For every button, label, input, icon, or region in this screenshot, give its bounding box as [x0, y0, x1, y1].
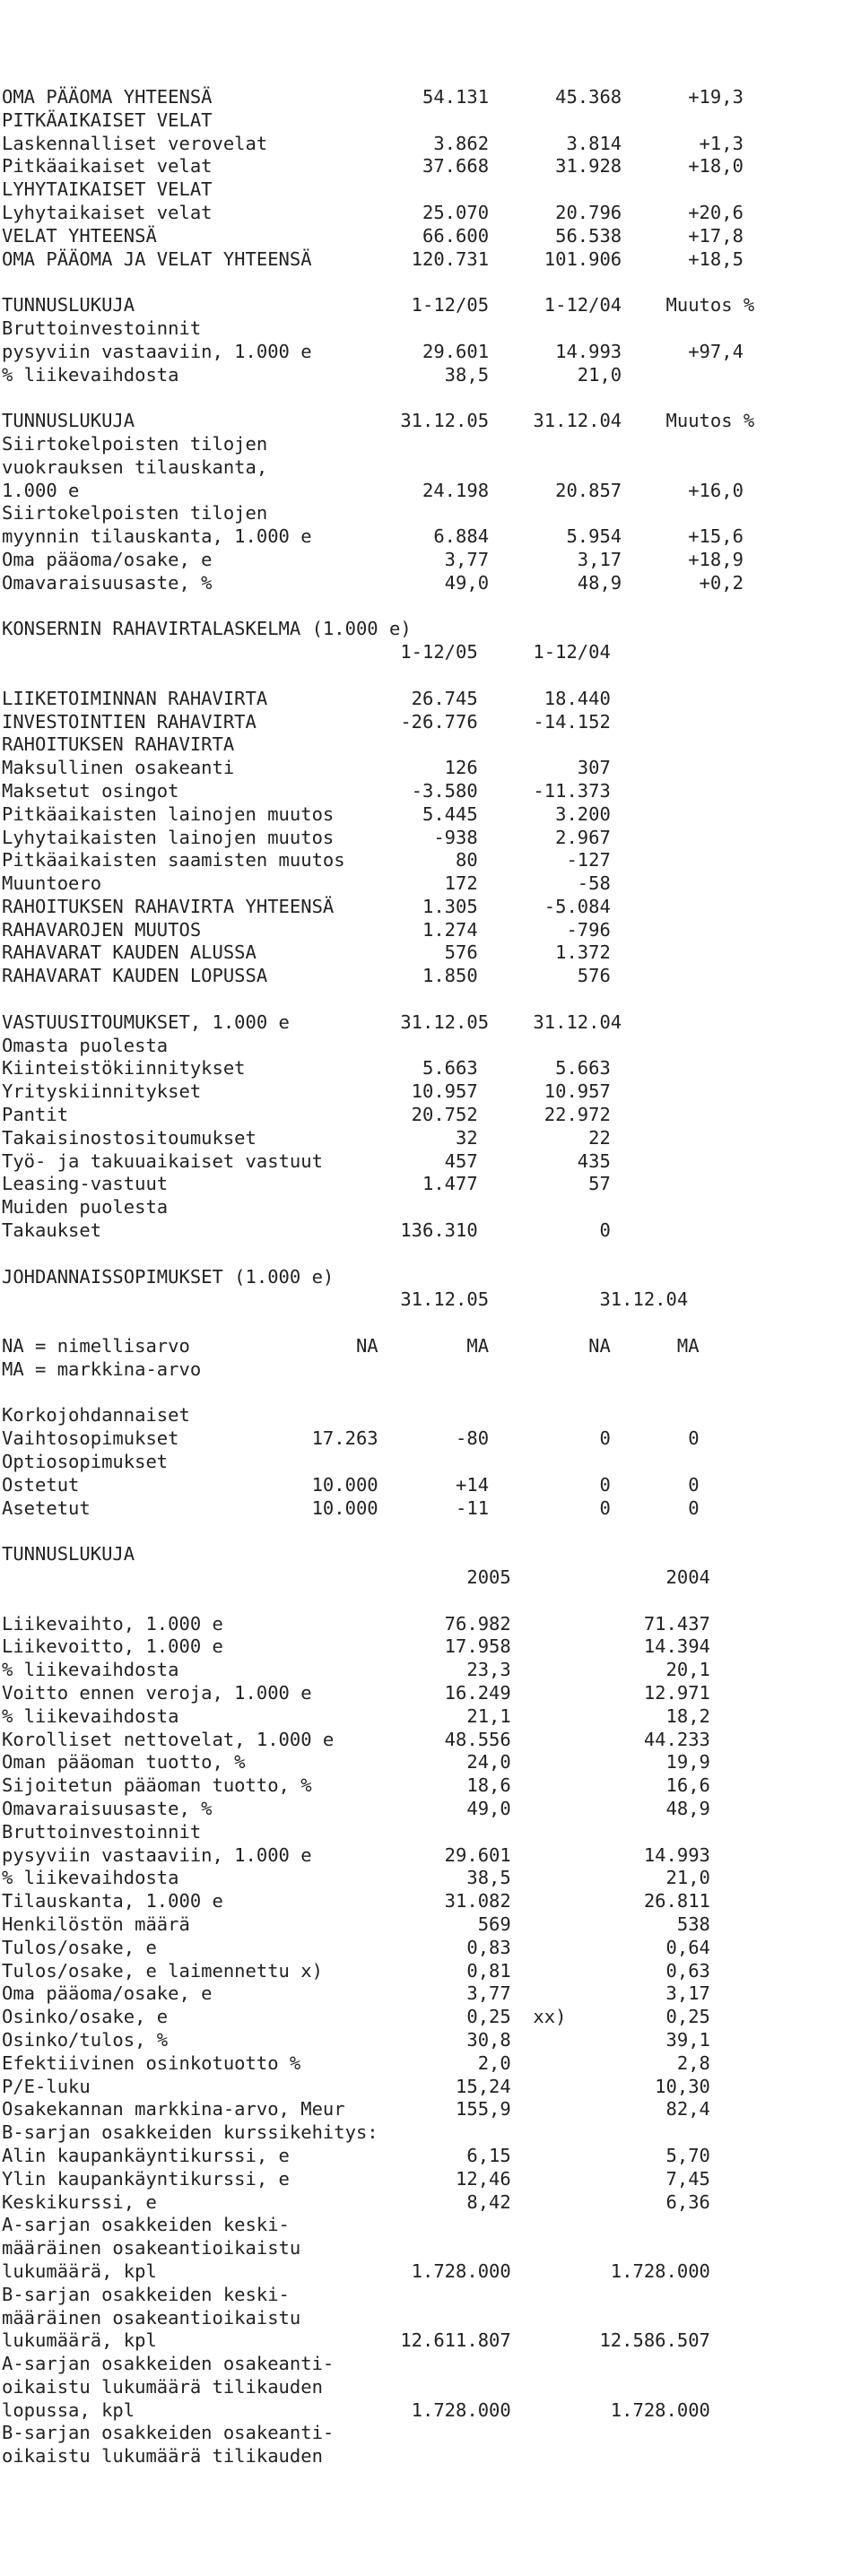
report-line: pysyviin vastaaviin, 1.000 e 29.601 14.993: [2, 1843, 710, 1866]
report-line: määräinen osakeantioikaistu: [2, 2237, 301, 2259]
report-line: Pitkäaikaisten saamisten muutos 80 -127: [2, 849, 611, 872]
report-line: Osinko/tulos, % 30,8 39,1: [2, 2028, 710, 2051]
report-line: Takaukset 136.310 0: [2, 1219, 611, 1242]
report-line: lukumäärä, kpl 12.611.807 12.586.507: [2, 2329, 710, 2352]
report-line: oikaistu lukumäärä tilikauden: [2, 2445, 323, 2468]
blank-line: [2, 664, 861, 688]
report-line: Korolliset nettovelat, 1.000 e 48.556 44.233: [2, 1728, 710, 1750]
report-line: 2005 2004: [2, 1566, 710, 1588]
report-line: Voitto ennen veroja, 1.000 e 16.249 12.971: [2, 1681, 710, 1704]
report-line: Liikevaihto, 1.000 e 76.982 71.437: [2, 1612, 710, 1635]
report-line: Lyhytaikaisten lainojen muutos -938 2.967: [2, 826, 611, 848]
report-line: Henkilöstön määrä 569 538: [2, 1912, 710, 1935]
report-line: Maksetut osingot -3.580 -11.373: [2, 779, 611, 802]
report-line: Oman pääoman tuotto, % 24,0 19,9: [2, 1751, 710, 1774]
blank-line: [2, 1520, 861, 1543]
report-line: INVESTOINTIEN RAHAVIRTA -26.776 -14.152: [2, 710, 611, 733]
report-line: NA = nimellisarvo NA MA NA MA: [2, 1335, 700, 1357]
report-line: OMA PÄÄOMA JA VELAT YHTEENSÄ 120.731 101.906 +18,5: [2, 247, 744, 270]
report-line: Tulos/osake, e laimennettu x) 0,81 0,63: [2, 1959, 710, 1982]
report-line: pysyviin vastaaviin, 1.000 e 29.601 14.993 +97,4: [2, 340, 744, 362]
report-line: Liikevoitto, 1.000 e 17.958 14.394: [2, 1635, 710, 1658]
report-line: Pitkäaikaisten lainojen muutos 5.445 3.200: [2, 802, 611, 825]
report-line: Siirtokelpoisten tilojen: [2, 502, 268, 525]
report-line: Omavaraisuusaste, % 49,0 48,9: [2, 1797, 710, 1819]
report-line: oikaistu lukumäärä tilikauden: [2, 2375, 323, 2398]
report-line: Muuntoero 172 -58: [2, 872, 611, 895]
report-line: Pantit 20.752 22.972: [2, 1104, 611, 1126]
report-line: Vaihtosopimukset 17.263 -80 0 0: [2, 1427, 700, 1450]
report-line: B-sarjan osakkeiden osakeanti-: [2, 2422, 335, 2444]
report-line: Tilauskanta, 1.000 e 31.082 26.811: [2, 1890, 710, 1912]
report-line: Oma pääoma/osake, e 3,77 3,17 +18,9: [2, 548, 744, 570]
report-line: RAHOITUKSEN RAHAVIRTA: [2, 733, 235, 756]
report-line: 1-12/05 1-12/04: [2, 641, 611, 664]
blank-line: [2, 988, 861, 1011]
report-line: OMA PÄÄOMA YHTEENSÄ 54.131 45.368 +19,3: [2, 86, 744, 108]
report-line: Sijoitetun pääoman tuotto, % 18,6 16,6: [2, 1774, 710, 1797]
report-line: Asetetut 10.000 -11 0 0: [2, 1496, 700, 1519]
report-line: Bruttoinvestoinnit: [2, 1820, 202, 1843]
blank-line: [2, 1590, 861, 1613]
report-line: Osinko/osake, e 0,25 xx) 0,25: [2, 2006, 710, 2028]
report-line: B-sarjan osakkeiden keski-: [2, 2283, 290, 2305]
report-line: lukumäärä, kpl 1.728.000 1.728.000: [2, 2259, 710, 2282]
report-line: vuokrauksen tilauskanta,: [2, 455, 268, 478]
report-line: VELAT YHTEENSÄ 66.600 56.538 +17,8: [2, 224, 744, 247]
report-line: Siirtokelpoisten tilojen: [2, 432, 268, 455]
report-line: A-sarjan osakkeiden osakeanti-: [2, 2353, 335, 2375]
report-line: RAHAVARAT KAUDEN LOPUSSA 1.850 576: [2, 965, 611, 987]
report-line: Tulos/osake, e 0,83 0,64: [2, 1936, 710, 1958]
report-line: Kiinteistökiinnitykset 5.663 5.663: [2, 1057, 611, 1080]
report-line: Ylin kaupankäyntikurssi, e 12,46 7,45: [2, 2167, 710, 2190]
blank-line: [2, 595, 861, 619]
report-line: RAHAVAROJEN MUUTOS 1.274 -796: [2, 918, 611, 941]
report-line: Korkojohdannaiset: [2, 1404, 190, 1427]
blank-line: [2, 1382, 861, 1405]
report-line: RAHAVARAT KAUDEN ALUSSA 576 1.372: [2, 941, 611, 964]
report-line: KONSERNIN RAHAVIRTALASKELMA (1.000 e): [2, 618, 412, 640]
report-line: % liikevaihdosta 21,1 18,2: [2, 1704, 710, 1727]
blank-line: [2, 1312, 861, 1335]
report-line: A-sarjan osakkeiden keski-: [2, 2214, 290, 2236]
report-line: Maksullinen osakeanti 126 307: [2, 757, 611, 779]
report-line: % liikevaihdosta 38,5 21,0: [2, 1867, 710, 1889]
report-line: VASTUUSITOUMUKSET, 1.000 e 31.12.05 31.12.04: [2, 1010, 622, 1033]
report-line: TUNNUSLUKUJA 1-12/05 1-12/04 Muutos %: [2, 294, 755, 317]
report-line: Keskikurssi, e 8,42 6,36: [2, 2190, 710, 2213]
report-line: 1.000 e 24.198 20.857 +16,0: [2, 479, 744, 501]
report-line: PITKÄAIKAISET VELAT: [2, 108, 213, 131]
blank-line: [2, 1243, 861, 1266]
report-line: % liikevaihdosta 23,3 20,1: [2, 1659, 710, 1681]
report-line: 31.12.05 31.12.04: [2, 1288, 689, 1311]
report-line: Muiden puolesta: [2, 1196, 169, 1219]
report-line: LIIKETOIMINNAN RAHAVIRTA 26.745 18.440: [2, 687, 611, 709]
report-line: määräinen osakeantioikaistu: [2, 2306, 301, 2329]
report-line: Yrityskiinnitykset 10.957 10.957: [2, 1080, 611, 1103]
report-line: TUNNUSLUKUJA: [2, 1543, 135, 1566]
report-line: LYHYTAIKAISET VELAT: [2, 178, 213, 201]
report-line: Ostetut 10.000 +14 0 0: [2, 1473, 700, 1496]
report-line: Oma pääoma/osake, e 3,77 3,17: [2, 1982, 710, 2005]
report-line: Takaisinostositoumukset 32 22: [2, 1126, 611, 1149]
report-line: Omasta puolesta: [2, 1034, 169, 1056]
report-line: Leasing-vastuut 1.477 57: [2, 1173, 611, 1195]
blank-line: [2, 271, 861, 294]
report-line: TUNNUSLUKUJA 31.12.05 31.12.04 Muutos %: [2, 410, 755, 432]
financial-report-text: [0, 86, 861, 2468]
report-line: B-sarjan osakkeiden kurssikehitys:: [2, 2121, 378, 2144]
report-line: Osakekannan markkina-arvo, Meur 155,9 82,4: [2, 2098, 710, 2121]
report-line: Alin kaupankäyntikurssi, e 6,15 5,70: [2, 2144, 710, 2166]
report-line: Efektiivinen osinkotuotto % 2,0 2,8: [2, 2051, 710, 2074]
report-line: lopussa, kpl 1.728.000 1.728.000: [2, 2398, 710, 2421]
report-line: Optiosopimukset: [2, 1451, 169, 1473]
report-line: Omavaraisuusaste, % 49,0 48,9 +0,2: [2, 571, 744, 594]
report-line: % liikevaihdosta 38,5 21,0: [2, 363, 622, 386]
report-line: Laskennalliset verovelat 3.862 3.814 +1,3: [2, 132, 744, 154]
report-line: JOHDANNAISSOPIMUKSET (1.000 e): [2, 1265, 335, 1288]
report-line: Työ- ja takuuaikaiset vastuut 457 435: [2, 1149, 611, 1172]
report-line: Pitkäaikaiset velat 37.668 31.928 +18,0: [2, 155, 744, 178]
report-line: myynnin tilauskanta, 1.000 e 6.884 5.954 +15,6: [2, 525, 744, 548]
report-line: MA = markkina-arvo: [2, 1357, 202, 1380]
report-line: RAHOITUKSEN RAHAVIRTA YHTEENSÄ 1.305 -5.084: [2, 895, 611, 917]
blank-line: [2, 386, 861, 410]
report-line: P/E-luku 15,24 10,30: [2, 2075, 710, 2097]
report-line: Lyhytaikaiset velat 25.070 20.796 +20,6: [2, 201, 744, 223]
report-line: Bruttoinvestoinnit: [2, 317, 202, 339]
